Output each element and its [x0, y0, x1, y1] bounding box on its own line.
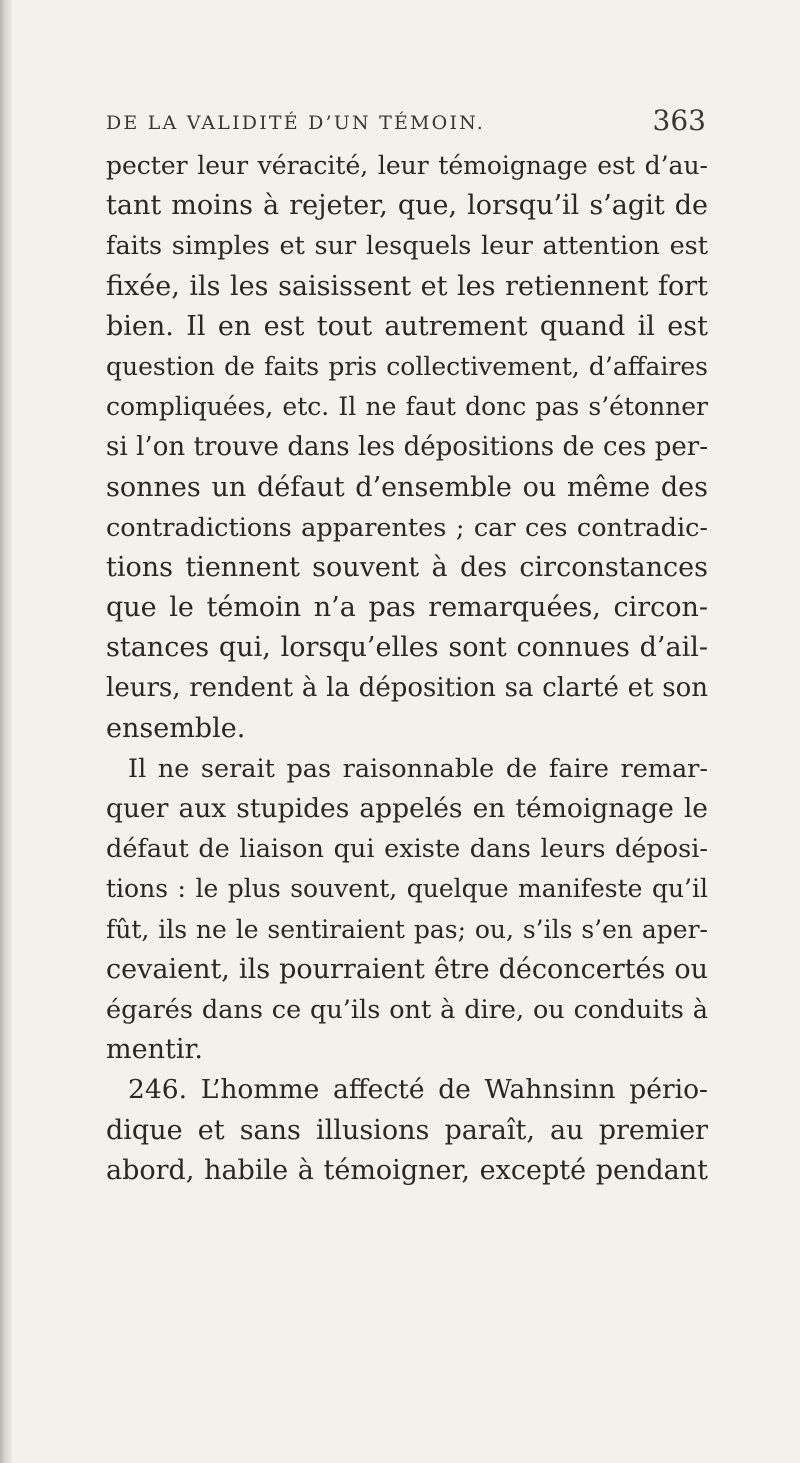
text-line: tant moins à rejeter, que, lorsqu’il s’agit de — [106, 190, 708, 222]
text-line: quer aux stupides appelés en témoignage le — [106, 793, 708, 824]
text-line-paragraph-end: mentir. — [106, 1034, 203, 1066]
text-line-paragraph-start: Il ne serait pas raisonnable de faire remar- — [128, 753, 708, 784]
running-head — [106, 104, 706, 144]
text-line: contradictions apparentes ; car ces contradic- — [106, 512, 708, 543]
page-number: 363 — [652, 104, 706, 137]
text-line: leurs, rendent à la déposition sa clarté et son — [106, 673, 708, 704]
text-line: fixée, ils les saisissent et les retiennent fort — [106, 270, 708, 302]
text-line: cevaient, ils pourraient être déconcertés ou — [106, 953, 708, 985]
text-line: faits simples et sur lesquels leur attention est — [106, 231, 708, 262]
text-line: tions tiennent souvent à des circonstances — [106, 551, 708, 583]
text-line: égarés dans ce qu’ils ont à dire, ou conduits à — [106, 994, 708, 1025]
text-line: question de faits pris collectivement, d’affaires — [106, 351, 708, 381]
body-text — [106, 146, 708, 1191]
text-line: compliquées, etc. Il ne faut donc pas s’étonner — [106, 392, 708, 422]
text-line: fût, ils ne le sentiraient pas; ou, s’ils s’en aper- — [106, 914, 708, 944]
text-line: sonnes un défaut d’ensemble ou même des — [106, 471, 708, 503]
text-line: si l’on trouve dans les dépositions de ces per- — [106, 432, 708, 463]
text-line: pecter leur véracité, leur témoignage est d’au- — [106, 151, 708, 180]
text-line: stances qui, lorsqu’elles sont connues d’ail- — [106, 632, 708, 664]
running-head-title: DE LA VALIDITÉ D’UN TÉMOIN. — [106, 112, 485, 134]
text-line: abord, habile à témoigner, excepté pendant — [106, 1154, 708, 1186]
text-line: défaut de liaison qui existe dans leurs déposi- — [106, 834, 708, 865]
text-line: bien. Il en est tout autrement quand il est — [106, 310, 708, 342]
text-line: que le témoin n’a pas remarquées, circon- — [106, 592, 708, 624]
text-line: dique et sans illusions paraît, au premier — [106, 1114, 708, 1146]
text-line-paragraph-start: 246. L’homme affecté de Wahnsinn pério- — [128, 1074, 708, 1106]
text-line-paragraph-end: ensemble. — [106, 712, 246, 744]
text-line: tions : le plus souvent, quelque manifeste qu’il — [106, 874, 708, 904]
